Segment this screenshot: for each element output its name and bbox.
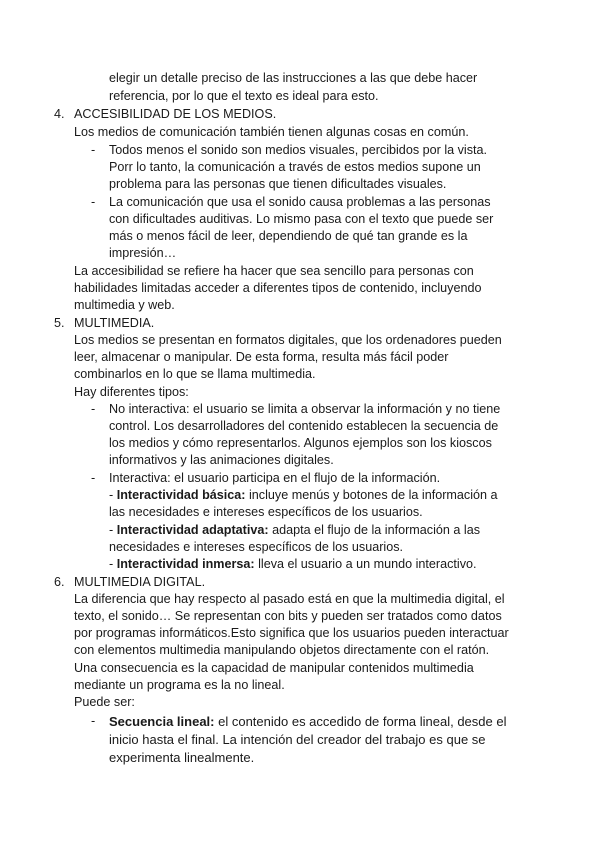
section-title: ACCESIBILIDAD DE LOS MEDIOS. bbox=[74, 107, 277, 121]
paragraph-line: mediante un programa es la no lineal. bbox=[74, 678, 285, 692]
paragraph-line: leer, almacenar o manipular. De esta forma, resulta más fácil poder bbox=[74, 350, 449, 364]
list-item-line: Todos menos el sonido son medios visuales, percibidos por la vista. bbox=[109, 143, 488, 157]
sub-item-interactividad-basica bbox=[109, 487, 498, 504]
term-text: el contenido es accedido de forma lineal, desde el bbox=[214, 714, 507, 729]
paragraph-line: Los medios de comunicación también tienen algunas cosas en común. bbox=[74, 125, 469, 139]
list-item-line: La comunicación que usa el sonido causa problemas a las personas bbox=[109, 195, 491, 209]
section-title: MULTIMEDIA DIGITAL. bbox=[74, 575, 206, 589]
list-item-line: las necesidades e intereses específicos de los usuarios. bbox=[109, 505, 423, 519]
sub-item-interactividad-adaptativa bbox=[109, 522, 480, 539]
paragraph-line: combinarlos en lo que se llama multimedia. bbox=[74, 367, 316, 381]
list-item-line: Interactiva: el usuario participa en el flujo de la información. bbox=[109, 471, 441, 485]
section-number: 5. bbox=[54, 316, 65, 330]
paragraph-line: texto, el sonido… Se representan con bits y pueden ser tratados como datos bbox=[74, 609, 502, 623]
list-item-line: informativos y las animaciones digitales. bbox=[109, 453, 334, 467]
bullet-dash: - bbox=[91, 143, 96, 157]
term-label: Interactividad básica: bbox=[116, 488, 246, 502]
list-item-line: necesidades e intereses específicos de los usuarios. bbox=[109, 540, 404, 554]
term-text: adapta el flujo de la información a las bbox=[268, 523, 481, 537]
list-item-line: los medios y cómo representarlos. Algunos ejemplos son los kioscos bbox=[109, 436, 492, 450]
sub-dash: - bbox=[109, 488, 117, 502]
term-label: Secuencia lineal: bbox=[109, 714, 215, 729]
paragraph-line: referencia, por lo que el texto es ideal para esto. bbox=[109, 89, 379, 103]
list-item-line: impresión… bbox=[109, 246, 177, 260]
list-item-secuencia-lineal bbox=[109, 713, 506, 730]
paragraph-line: La diferencia que hay respecto al pasado está en que la multimedia digital, el bbox=[74, 592, 505, 606]
list-item-line: problema para las personas que tienen dificultades visuales. bbox=[109, 177, 447, 191]
bullet-dash: - bbox=[91, 402, 96, 416]
paragraph-line: por programas informáticos.Esto significa que los usuarios pueden interactuar bbox=[74, 626, 509, 640]
list-item-line: experimenta linealmente. bbox=[109, 750, 255, 765]
term-text: lleva el usuario a un mundo interactivo. bbox=[254, 557, 477, 571]
list-item-line: No interactiva: el usuario se limita a observar la información y no tiene bbox=[109, 402, 501, 416]
sub-dash: - bbox=[109, 557, 117, 571]
list-item-line: inicio hasta el final. La intención del creador del trabajo es que se bbox=[109, 732, 486, 747]
paragraph-line: habilidades limitadas acceder a diferentes tipos de contenido, incluyendo bbox=[74, 281, 482, 295]
term-label: Interactividad adaptativa: bbox=[116, 523, 269, 537]
list-item-line: con dificultades auditivas. Lo mismo pasa con el texto que puede ser bbox=[109, 212, 494, 226]
list-item-line: control. Los desarrolladores del contenido establecen la secuencia de bbox=[109, 419, 499, 433]
bullet-dash: - bbox=[91, 195, 96, 209]
section-number: 6. bbox=[54, 575, 65, 589]
paragraph-line: La accesibilidad se refiere ha hacer que sea sencillo para personas con bbox=[74, 264, 474, 278]
section-title: MULTIMEDIA. bbox=[74, 316, 155, 330]
term-label: Interactividad inmersa: bbox=[116, 557, 255, 571]
paragraph-line: Una consecuencia es la capacidad de manipular contenidos multimedia bbox=[74, 661, 474, 675]
paragraph-line: Hay diferentes tipos: bbox=[74, 385, 189, 399]
paragraph-line: Puede ser: bbox=[74, 695, 135, 709]
paragraph-line: con elementos multimedia manipulando objetos directamente con el ratón. bbox=[74, 643, 490, 657]
section-number: 4. bbox=[54, 107, 65, 121]
bullet-dash: - bbox=[91, 471, 96, 485]
paragraph-line: elegir un detalle preciso de las instrucciones a las que debe hacer bbox=[109, 71, 478, 85]
paragraph-line: Los medios se presentan en formatos digitales, que los ordenadores pueden bbox=[74, 333, 502, 347]
paragraph-line: multimedia y web. bbox=[74, 298, 175, 312]
list-item-line: Porr lo tanto, la comunicación a través de estos medios supone un bbox=[109, 160, 481, 174]
sub-dash: - bbox=[109, 523, 117, 537]
sub-item-interactividad-inmersa bbox=[109, 556, 477, 573]
term-text: incluye menús y botones de la información a bbox=[245, 488, 498, 502]
list-item-line: más o menos fácil de leer, dependiendo de qué tan grande es la bbox=[109, 229, 468, 243]
bullet-dash: - bbox=[91, 714, 96, 728]
